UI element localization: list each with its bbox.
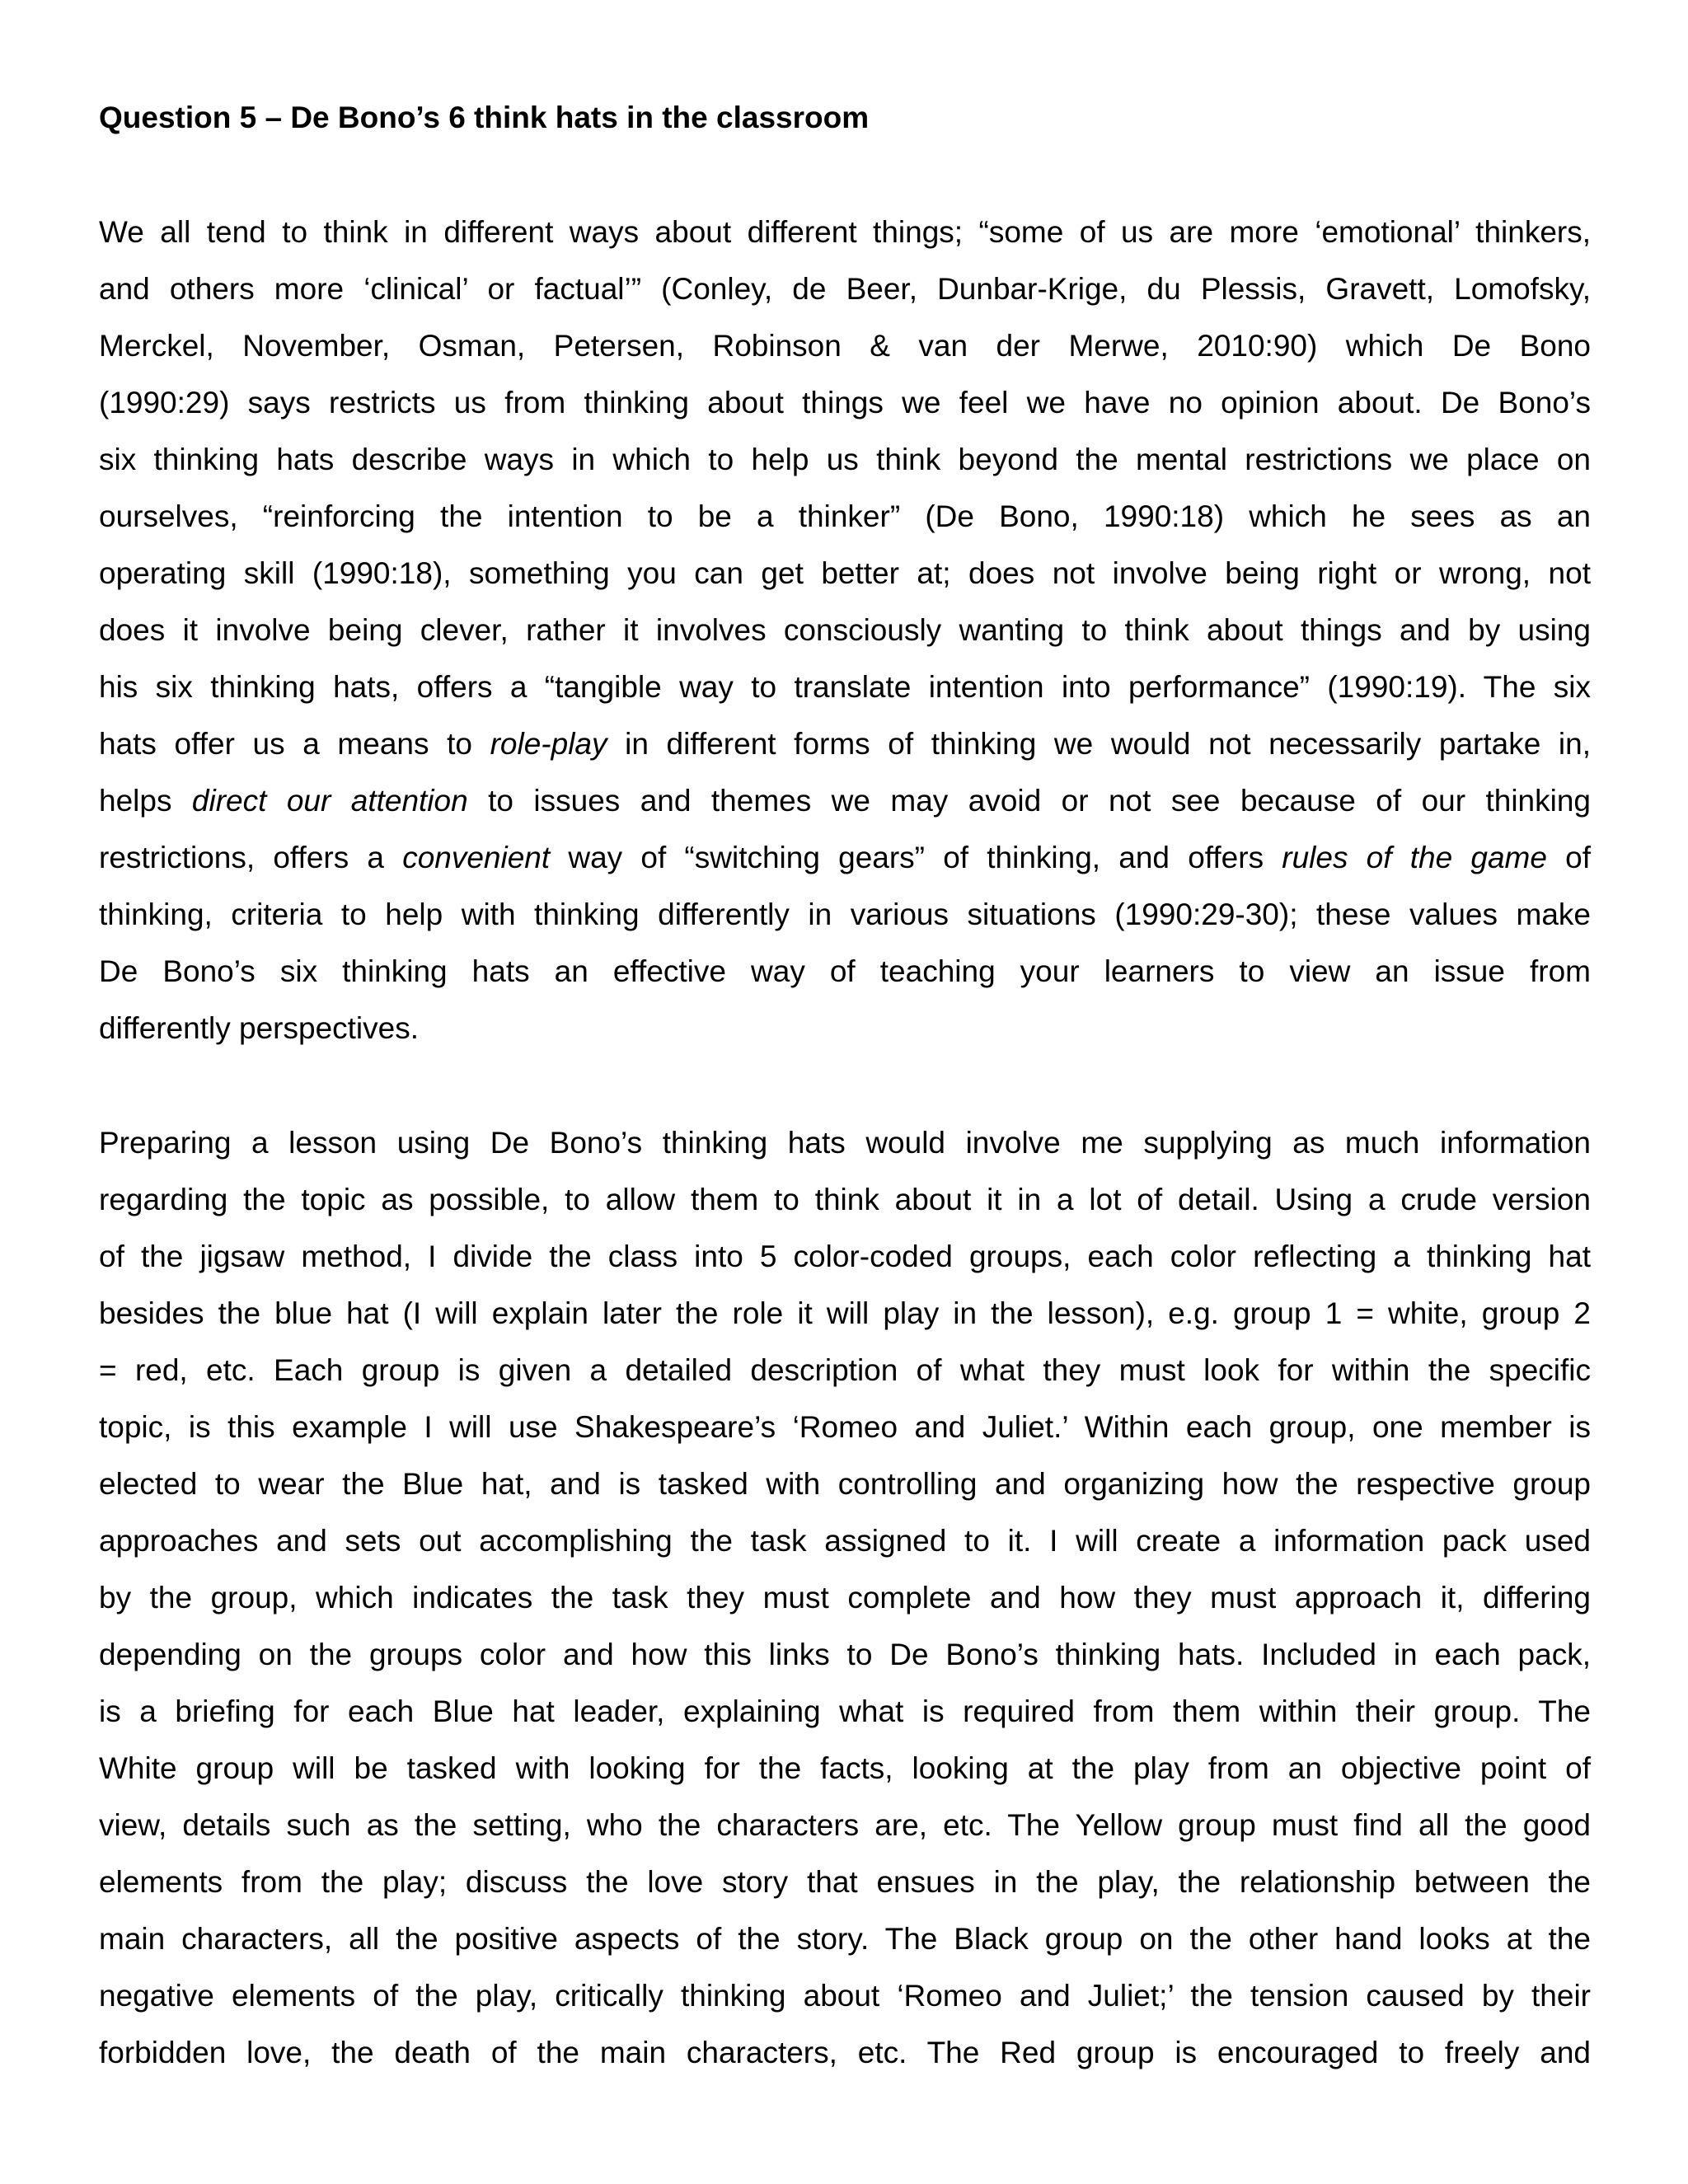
text-line: of the jigsaw method, I divide the class into 5 color-coded groups, each color reflecting a thinking hat: [99, 1240, 1591, 1273]
text-run: way of “switching gears” of thinking, and offers: [550, 841, 1282, 874]
text-line: White group will be tasked with looking for the facts, looking at the play from an objective point of: [99, 1751, 1591, 1785]
text-run: in different forms of thinking we would not necessarily partake in,: [607, 727, 1591, 761]
paragraph-1: [99, 204, 1591, 1057]
text-run: differently perspectives.: [99, 1011, 420, 1045]
text-line: elected to wear the Blue hat, and is tasked with controlling and organizing how the respective group: [99, 1467, 1591, 1501]
text-line: main characters, all the positive aspects of the story. The Black group on the other hand looks at the: [99, 1922, 1591, 1956]
text-line: [99, 829, 1591, 886]
text-run: his six thinking hats, offers a “tangible way to translate intention into performance” (1990:19). The six: [99, 670, 1591, 704]
question-heading: Question 5 – De Bono’s 6 think hats in the classroom: [99, 101, 870, 134]
text-line: [99, 658, 1591, 715]
text-line: regarding the topic as possible, to allow them to think about it in a lot of detail. Using a crude version: [99, 1183, 1591, 1216]
text-line: forbidden love, the death of the main characters, etc. The Red group is encouraged to freely and: [99, 2036, 1591, 2069]
text-run: helps: [99, 784, 192, 818]
text-line: view, details such as the setting, who the characters are, etc. The Yellow group must find all the good: [99, 1808, 1591, 1842]
text-run: hats offer us a means to: [99, 727, 490, 761]
text-line: [99, 1000, 1591, 1057]
text-run: to issues and themes we may avoid or not see because of our thinking: [467, 784, 1592, 818]
italic-emphasis: direct our attention: [191, 784, 468, 818]
text-line: [99, 260, 1591, 317]
text-line: [99, 431, 1591, 488]
italic-emphasis: rules of the game: [1282, 841, 1547, 874]
text-line: [99, 317, 1591, 374]
text-line: besides the blue hat (I will explain later the role it will play in the lesson), e.g. group 1 = white, group 2: [99, 1296, 1591, 1330]
text-line: [99, 886, 1591, 943]
text-run: of: [1546, 841, 1591, 874]
text-line: topic, is this example I will use Shakespeare’s ‘Romeo and Juliet.’ Within each group, one member is: [99, 1410, 1591, 1444]
text-line: [99, 602, 1591, 658]
paragraph-2: [99, 1114, 1591, 2081]
text-run: Merckel, November, Osman, Petersen, Robinson & van der Merwe, 2010:90) which De Bono: [99, 329, 1591, 363]
text-line: [99, 204, 1591, 260]
text-line: [99, 715, 1591, 772]
text-line: [99, 374, 1591, 431]
text-run: operating skill (1990:18), something you can get better at; does not involve being right or wrong, not: [99, 556, 1591, 590]
text-line: elements from the play; discuss the love story that ensues in the play, the relationship between the: [99, 1865, 1591, 1899]
text-line: depending on the groups color and how this links to De Bono’s thinking hats. Included in each pack,: [99, 1638, 1591, 1671]
text-line: [99, 545, 1591, 602]
text-line: = red, etc. Each group is given a detailed description of what they must look for within the specific: [99, 1353, 1591, 1387]
text-line: [99, 943, 1591, 1000]
text-line: [99, 772, 1591, 829]
text-run: and others more ‘clinical’ or factual’” (Conley, de Beer, Dunbar-Krige, du Plessis, Gravett, Lomofsky,: [99, 272, 1591, 306]
italic-emphasis: convenient: [402, 841, 551, 874]
text-run: thinking, criteria to help with thinking differently in various situations (1990:29-30); these values make: [99, 898, 1591, 931]
text-run: does it involve being clever, rather it involves consciously wanting to think about things and by using: [99, 613, 1591, 647]
text-run: six thinking hats describe ways in which to help us think beyond the mental restrictions we place on: [99, 443, 1591, 476]
text-run: We all tend to think in different ways about different things; “some of us are more ‘emotional’ thinkers,: [99, 215, 1591, 249]
text-line: approaches and sets out accomplishing the task assigned to it. I will create a information pack used: [99, 1524, 1591, 1558]
text-line: is a briefing for each Blue hat leader, explaining what is required from them within their group. The: [99, 1694, 1591, 1728]
text-line: [99, 488, 1591, 545]
text-run: De Bono’s six thinking hats an effective way of teaching your learners to view an issue from: [99, 954, 1591, 988]
text-run: restrictions, offers a: [99, 841, 403, 874]
italic-emphasis: role-play: [490, 727, 607, 761]
text-line: Preparing a lesson using De Bono’s thinking hats would involve me supplying as much information: [99, 1126, 1591, 1160]
text-run: ourselves, “reinforcing the intention to be a thinker” (De Bono, 1990:18) which he sees as an: [99, 499, 1591, 533]
text-line: negative elements of the play, critically thinking about ‘Romeo and Juliet;’ the tension caused by their: [99, 1979, 1591, 2013]
text-line: by the group, which indicates the task they must complete and how they must approach it, differing: [99, 1581, 1591, 1615]
text-run: (1990:29) says restricts us from thinking about things we feel we have no opinion about. De Bono’s: [99, 386, 1591, 419]
